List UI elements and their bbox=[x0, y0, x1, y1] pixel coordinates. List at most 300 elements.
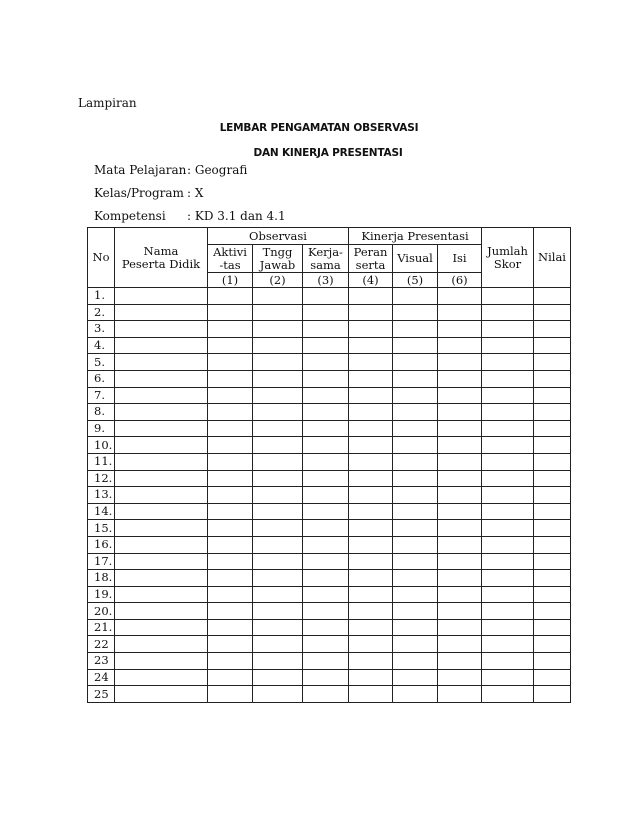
code-6: (6) bbox=[438, 273, 482, 288]
empty-cell bbox=[482, 686, 534, 703]
row-number: 5. bbox=[88, 354, 115, 371]
header-jumlah-line1: Jumlah bbox=[487, 243, 528, 258]
empty-cell bbox=[438, 586, 482, 603]
empty-cell bbox=[115, 288, 208, 305]
empty-cell bbox=[393, 636, 438, 653]
empty-cell bbox=[534, 288, 571, 305]
empty-cell bbox=[349, 520, 393, 537]
empty-cell bbox=[253, 304, 303, 321]
empty-cell bbox=[534, 553, 571, 570]
empty-cell bbox=[208, 586, 253, 603]
empty-cell bbox=[115, 321, 208, 338]
empty-cell bbox=[303, 603, 349, 620]
header-kerjasama-line1: Kerja- bbox=[308, 244, 343, 259]
empty-cell bbox=[482, 387, 534, 404]
empty-cell bbox=[303, 653, 349, 670]
empty-cell bbox=[253, 553, 303, 570]
empty-cell bbox=[208, 619, 253, 636]
table-row bbox=[88, 520, 571, 537]
empty-cell bbox=[482, 304, 534, 321]
empty-cell bbox=[534, 536, 571, 553]
empty-cell bbox=[303, 520, 349, 537]
empty-cell bbox=[115, 503, 208, 520]
empty-cell bbox=[208, 603, 253, 620]
table-row bbox=[88, 370, 571, 387]
empty-cell bbox=[253, 636, 303, 653]
empty-cell bbox=[253, 370, 303, 387]
empty-cell bbox=[208, 503, 253, 520]
empty-cell bbox=[393, 370, 438, 387]
table-row bbox=[88, 354, 571, 371]
table-row bbox=[88, 503, 571, 520]
header-kerjasama bbox=[303, 245, 349, 273]
empty-cell bbox=[438, 487, 482, 504]
table-row bbox=[88, 570, 571, 587]
empty-cell bbox=[115, 420, 208, 437]
empty-cell bbox=[393, 603, 438, 620]
observation-table bbox=[87, 227, 571, 703]
empty-cell bbox=[534, 470, 571, 487]
header-observasi: Observasi bbox=[208, 228, 349, 245]
empty-cell bbox=[393, 520, 438, 537]
empty-cell bbox=[303, 304, 349, 321]
table-row bbox=[88, 470, 571, 487]
empty-cell bbox=[482, 321, 534, 338]
header-visual: Visual bbox=[393, 245, 438, 273]
empty-cell bbox=[438, 288, 482, 305]
empty-cell bbox=[253, 520, 303, 537]
row-number: 10. bbox=[88, 437, 115, 454]
empty-cell bbox=[115, 453, 208, 470]
meta-label: Mata Pelajaran bbox=[94, 163, 187, 177]
empty-cell bbox=[393, 288, 438, 305]
header-kinerja: Kinerja Presentasi bbox=[349, 228, 482, 245]
table-row bbox=[88, 337, 571, 354]
empty-cell bbox=[438, 321, 482, 338]
empty-cell bbox=[438, 619, 482, 636]
empty-cell bbox=[438, 370, 482, 387]
empty-cell bbox=[393, 304, 438, 321]
empty-cell bbox=[393, 536, 438, 553]
table-row bbox=[88, 437, 571, 454]
empty-cell bbox=[534, 487, 571, 504]
row-number: 13. bbox=[88, 487, 115, 504]
empty-cell bbox=[115, 586, 208, 603]
empty-cell bbox=[438, 669, 482, 686]
empty-cell bbox=[115, 636, 208, 653]
empty-cell bbox=[208, 437, 253, 454]
row-number: 2. bbox=[88, 304, 115, 321]
empty-cell bbox=[253, 686, 303, 703]
empty-cell bbox=[349, 503, 393, 520]
empty-cell bbox=[208, 653, 253, 670]
row-number: 7. bbox=[88, 387, 115, 404]
empty-cell bbox=[208, 387, 253, 404]
row-number: 23 bbox=[88, 653, 115, 670]
empty-cell bbox=[534, 603, 571, 620]
meta-label: Kompetensi bbox=[94, 209, 166, 223]
empty-cell bbox=[303, 586, 349, 603]
empty-cell bbox=[349, 553, 393, 570]
row-number: 20. bbox=[88, 603, 115, 620]
row-number: 19. bbox=[88, 586, 115, 603]
header-jumlah-skor bbox=[482, 228, 534, 288]
empty-cell bbox=[534, 520, 571, 537]
empty-cell bbox=[303, 404, 349, 421]
empty-cell bbox=[534, 619, 571, 636]
row-number: 6. bbox=[88, 370, 115, 387]
empty-cell bbox=[438, 354, 482, 371]
empty-cell bbox=[253, 570, 303, 587]
empty-cell bbox=[208, 570, 253, 587]
title-line-2: DAN KINERJA PRESENTASI bbox=[253, 147, 403, 159]
empty-cell bbox=[349, 570, 393, 587]
header-aktivitas-line2: -tas bbox=[219, 257, 241, 272]
empty-cell bbox=[393, 453, 438, 470]
empty-cell bbox=[115, 470, 208, 487]
empty-cell bbox=[208, 536, 253, 553]
header-nama-line1: Nama bbox=[143, 243, 179, 258]
empty-cell bbox=[115, 404, 208, 421]
empty-cell bbox=[208, 520, 253, 537]
empty-cell bbox=[349, 370, 393, 387]
header-peran-line2: serta bbox=[355, 257, 386, 272]
empty-cell bbox=[303, 686, 349, 703]
empty-cell bbox=[115, 437, 208, 454]
empty-cell bbox=[253, 487, 303, 504]
empty-cell bbox=[303, 503, 349, 520]
empty-cell bbox=[303, 470, 349, 487]
empty-cell bbox=[349, 470, 393, 487]
empty-cell bbox=[393, 437, 438, 454]
empty-cell bbox=[438, 520, 482, 537]
row-number: 15. bbox=[88, 520, 115, 537]
code-5: (5) bbox=[393, 273, 438, 288]
code-4: (4) bbox=[349, 273, 393, 288]
empty-cell bbox=[303, 354, 349, 371]
empty-cell bbox=[253, 288, 303, 305]
empty-cell bbox=[438, 420, 482, 437]
empty-cell bbox=[208, 553, 253, 570]
empty-cell bbox=[534, 570, 571, 587]
empty-cell bbox=[253, 387, 303, 404]
table-row bbox=[88, 669, 571, 686]
empty-cell bbox=[253, 321, 303, 338]
header-jumlah-line2: Skor bbox=[493, 256, 522, 271]
header-kerjasama-line2: sama bbox=[310, 257, 341, 272]
empty-cell bbox=[253, 420, 303, 437]
empty-cell bbox=[393, 337, 438, 354]
empty-cell bbox=[349, 453, 393, 470]
empty-cell bbox=[303, 570, 349, 587]
code-1: (1) bbox=[208, 273, 253, 288]
empty-cell bbox=[393, 586, 438, 603]
header-tgjawab-line1: Tngg bbox=[262, 244, 293, 259]
empty-cell bbox=[482, 586, 534, 603]
table-row bbox=[88, 653, 571, 670]
empty-cell bbox=[253, 586, 303, 603]
empty-cell bbox=[349, 603, 393, 620]
header-nama-line2: Peserta Didik bbox=[121, 256, 201, 271]
empty-cell bbox=[534, 453, 571, 470]
empty-cell bbox=[393, 387, 438, 404]
empty-cell bbox=[534, 437, 571, 454]
empty-cell bbox=[534, 321, 571, 338]
empty-cell bbox=[393, 404, 438, 421]
row-number: 14. bbox=[88, 503, 115, 520]
code-3: (3) bbox=[303, 273, 349, 288]
empty-cell bbox=[349, 669, 393, 686]
header-aktivitas bbox=[208, 245, 253, 273]
empty-cell bbox=[438, 553, 482, 570]
empty-cell bbox=[115, 619, 208, 636]
empty-cell bbox=[438, 387, 482, 404]
row-number: 16. bbox=[88, 536, 115, 553]
row-number: 3. bbox=[88, 321, 115, 338]
empty-cell bbox=[482, 570, 534, 587]
table-row bbox=[88, 288, 571, 305]
empty-cell bbox=[393, 653, 438, 670]
empty-cell bbox=[438, 337, 482, 354]
table-row bbox=[88, 686, 571, 703]
header-peran-line1: Peran bbox=[353, 244, 388, 259]
row-number: 22 bbox=[88, 636, 115, 653]
empty-cell bbox=[438, 304, 482, 321]
header-nilai: Nilai bbox=[534, 228, 571, 288]
empty-cell bbox=[253, 653, 303, 670]
empty-cell bbox=[349, 686, 393, 703]
empty-cell bbox=[482, 354, 534, 371]
empty-cell bbox=[349, 636, 393, 653]
empty-cell bbox=[349, 387, 393, 404]
empty-cell bbox=[208, 470, 253, 487]
empty-cell bbox=[393, 686, 438, 703]
empty-cell bbox=[208, 453, 253, 470]
empty-cell bbox=[115, 669, 208, 686]
table-row bbox=[88, 404, 571, 421]
empty-cell bbox=[253, 354, 303, 371]
empty-cell bbox=[349, 321, 393, 338]
empty-cell bbox=[349, 337, 393, 354]
empty-cell bbox=[482, 470, 534, 487]
empty-cell bbox=[482, 503, 534, 520]
empty-cell bbox=[253, 404, 303, 421]
empty-cell bbox=[115, 337, 208, 354]
empty-cell bbox=[253, 453, 303, 470]
empty-cell bbox=[482, 653, 534, 670]
table-row bbox=[88, 619, 571, 636]
empty-cell bbox=[115, 487, 208, 504]
empty-cell bbox=[534, 404, 571, 421]
table-row bbox=[88, 603, 571, 620]
table-row bbox=[88, 586, 571, 603]
empty-cell bbox=[438, 686, 482, 703]
empty-cell bbox=[208, 370, 253, 387]
meta-kelas-program bbox=[94, 186, 203, 200]
empty-cell bbox=[349, 288, 393, 305]
empty-cell bbox=[303, 437, 349, 454]
row-number: 12. bbox=[88, 470, 115, 487]
empty-cell bbox=[253, 337, 303, 354]
empty-cell bbox=[534, 653, 571, 670]
empty-cell bbox=[349, 487, 393, 504]
empty-cell bbox=[115, 304, 208, 321]
empty-cell bbox=[482, 619, 534, 636]
empty-cell bbox=[534, 586, 571, 603]
row-number: 4. bbox=[88, 337, 115, 354]
empty-cell bbox=[253, 470, 303, 487]
empty-cell bbox=[349, 304, 393, 321]
empty-cell bbox=[438, 470, 482, 487]
empty-cell bbox=[115, 653, 208, 670]
empty-cell bbox=[534, 370, 571, 387]
empty-cell bbox=[208, 686, 253, 703]
empty-cell bbox=[482, 437, 534, 454]
empty-cell bbox=[534, 387, 571, 404]
header-tanggung-jawab bbox=[253, 245, 303, 273]
empty-cell bbox=[115, 603, 208, 620]
empty-cell bbox=[482, 453, 534, 470]
table-row bbox=[88, 636, 571, 653]
empty-cell bbox=[303, 370, 349, 387]
empty-cell bbox=[208, 487, 253, 504]
empty-cell bbox=[253, 503, 303, 520]
header-no: No bbox=[88, 228, 115, 288]
empty-cell bbox=[482, 669, 534, 686]
empty-cell bbox=[303, 337, 349, 354]
empty-cell bbox=[482, 370, 534, 387]
empty-cell bbox=[349, 354, 393, 371]
empty-cell bbox=[482, 636, 534, 653]
empty-cell bbox=[303, 619, 349, 636]
empty-cell bbox=[253, 437, 303, 454]
empty-cell bbox=[393, 553, 438, 570]
empty-cell bbox=[253, 603, 303, 620]
empty-cell bbox=[208, 321, 253, 338]
empty-cell bbox=[482, 603, 534, 620]
meta-label: Kelas/Program bbox=[94, 186, 184, 200]
empty-cell bbox=[115, 553, 208, 570]
row-number: 24 bbox=[88, 669, 115, 686]
table-row bbox=[88, 420, 571, 437]
table-row bbox=[88, 453, 571, 470]
empty-cell bbox=[438, 570, 482, 587]
empty-cell bbox=[438, 536, 482, 553]
empty-cell bbox=[303, 453, 349, 470]
empty-cell bbox=[438, 404, 482, 421]
empty-cell bbox=[115, 354, 208, 371]
empty-cell bbox=[303, 487, 349, 504]
empty-cell bbox=[208, 669, 253, 686]
empty-cell bbox=[482, 520, 534, 537]
header-nama bbox=[115, 228, 208, 288]
empty-cell bbox=[349, 619, 393, 636]
row-number: 1. bbox=[88, 288, 115, 305]
empty-cell bbox=[115, 570, 208, 587]
empty-cell bbox=[303, 536, 349, 553]
empty-cell bbox=[303, 387, 349, 404]
empty-cell bbox=[534, 304, 571, 321]
empty-cell bbox=[303, 636, 349, 653]
empty-cell bbox=[534, 669, 571, 686]
empty-cell bbox=[303, 288, 349, 305]
meta-value: : Geografi bbox=[187, 163, 248, 177]
header-peran-serta bbox=[349, 245, 393, 273]
table-row bbox=[88, 536, 571, 553]
empty-cell bbox=[253, 669, 303, 686]
empty-cell bbox=[534, 337, 571, 354]
empty-cell bbox=[349, 653, 393, 670]
empty-cell bbox=[534, 503, 571, 520]
row-number: 9. bbox=[88, 420, 115, 437]
table-row bbox=[88, 387, 571, 404]
empty-cell bbox=[208, 636, 253, 653]
row-number: 8. bbox=[88, 404, 115, 421]
empty-cell bbox=[482, 404, 534, 421]
empty-cell bbox=[208, 337, 253, 354]
empty-cell bbox=[208, 354, 253, 371]
title-line-1: LEMBAR PENGAMATAN OBSERVASI bbox=[219, 122, 419, 134]
empty-cell bbox=[208, 288, 253, 305]
empty-cell bbox=[115, 520, 208, 537]
empty-cell bbox=[438, 437, 482, 454]
row-number: 11. bbox=[88, 453, 115, 470]
empty-cell bbox=[534, 686, 571, 703]
row-number: 18. bbox=[88, 570, 115, 587]
empty-cell bbox=[482, 337, 534, 354]
empty-cell bbox=[303, 420, 349, 437]
empty-cell bbox=[208, 304, 253, 321]
empty-cell bbox=[393, 354, 438, 371]
empty-cell bbox=[482, 536, 534, 553]
empty-cell bbox=[393, 669, 438, 686]
empty-cell bbox=[115, 686, 208, 703]
empty-cell bbox=[393, 487, 438, 504]
empty-cell bbox=[482, 487, 534, 504]
empty-cell bbox=[115, 387, 208, 404]
table-row bbox=[88, 321, 571, 338]
empty-cell bbox=[438, 653, 482, 670]
empty-cell bbox=[534, 420, 571, 437]
meta-mata-pelajaran bbox=[94, 163, 247, 177]
lampiran-label: Lampiran bbox=[78, 96, 137, 110]
empty-cell bbox=[393, 570, 438, 587]
meta-value: : X bbox=[187, 186, 204, 200]
empty-cell bbox=[303, 553, 349, 570]
meta-kompetensi bbox=[94, 209, 286, 223]
empty-cell bbox=[303, 321, 349, 338]
empty-cell bbox=[349, 536, 393, 553]
empty-cell bbox=[393, 321, 438, 338]
empty-cell bbox=[208, 404, 253, 421]
empty-cell bbox=[534, 354, 571, 371]
row-number: 25 bbox=[88, 686, 115, 703]
code-2: (2) bbox=[253, 273, 303, 288]
empty-cell bbox=[438, 636, 482, 653]
empty-cell bbox=[349, 404, 393, 421]
empty-cell bbox=[303, 669, 349, 686]
row-number: 17. bbox=[88, 553, 115, 570]
empty-cell bbox=[534, 636, 571, 653]
empty-cell bbox=[253, 619, 303, 636]
header-isi: Isi bbox=[438, 245, 482, 273]
empty-cell bbox=[482, 420, 534, 437]
empty-cell bbox=[393, 619, 438, 636]
table-row bbox=[88, 487, 571, 504]
empty-cell bbox=[438, 503, 482, 520]
meta-value: : KD 3.1 dan 4.1 bbox=[187, 209, 286, 223]
empty-cell bbox=[438, 603, 482, 620]
